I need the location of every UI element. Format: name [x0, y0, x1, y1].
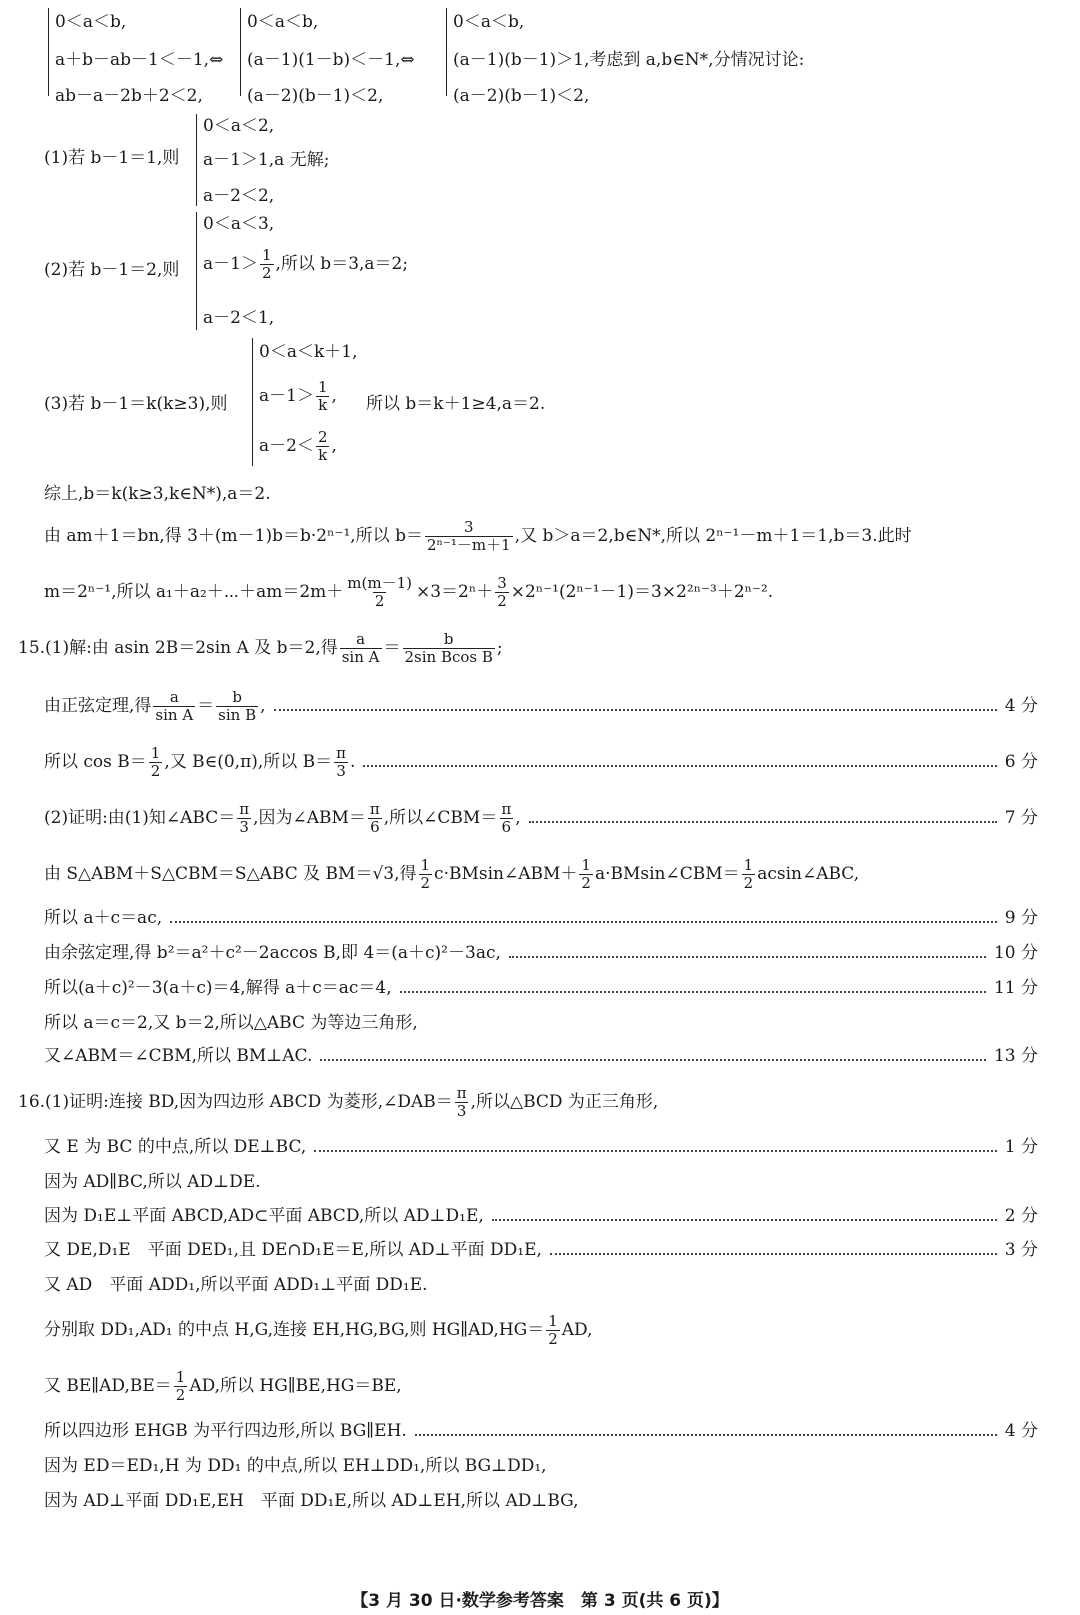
text: 所以四边形 EHGB 为平行四边形,所以 BG∥EH.: [44, 1421, 407, 1441]
system-1: [48, 8, 245, 106]
fraction: [499, 802, 513, 836]
score: 10 分: [993, 943, 1038, 963]
score: 7 分: [1004, 808, 1038, 829]
text: 又 BE∥AD,BE＝: [44, 1376, 172, 1397]
case2-row2: [203, 248, 408, 282]
case2-row2-a: a－1＞: [203, 254, 258, 275]
denominator: 2sin Bcos B: [404, 647, 493, 666]
text: AD,: [561, 1320, 593, 1341]
summary: 综上,b＝k(k≥3,k∈N*),a＝2.: [44, 484, 271, 504]
text: ,所以△BCD 为正三角形,: [470, 1092, 659, 1113]
text: ,又 b＞a＝2,b∈N*,所以 2ⁿ⁻¹－m＋1＝1,b＝3.此时: [514, 526, 912, 547]
case1-system: [196, 114, 403, 206]
text: 所以 cos B＝: [44, 752, 147, 773]
case2-row3: a－2＜1,: [203, 308, 275, 328]
text: 由正弦定理,得: [44, 696, 152, 717]
denominator: 2ⁿ⁻¹－m＋1: [426, 535, 511, 554]
fraction: [495, 576, 509, 610]
denominator: 2: [548, 1329, 558, 1348]
denominator: k: [318, 445, 328, 464]
fraction: [216, 690, 258, 724]
q15-line2: [44, 690, 1038, 724]
text: ＝: [383, 638, 401, 659]
numerator: 3: [497, 574, 507, 592]
sys1-row1: 0＜a＜b,: [55, 12, 127, 32]
leader-dots: [400, 991, 986, 993]
text: 分别取 DD₁,AD₁ 的中点 H,G,连接 EH,HG,BG,则 HG∥AD,HG＝: [44, 1320, 545, 1341]
numerator: π: [336, 744, 347, 762]
fraction: [579, 858, 593, 892]
denominator: sin A: [155, 705, 194, 724]
text: c·BMsin∠ABM＋: [434, 864, 578, 885]
text: ,: [260, 696, 266, 717]
score: 11 分: [993, 978, 1038, 998]
numerator: b: [232, 688, 242, 706]
fraction: [316, 380, 330, 414]
text: 又 AD 平面 ADD₁,所以平面 ADD₁⊥平面 DD₁E.: [44, 1275, 428, 1295]
page-footer: 【3 月 30 日·数学参考答案 第 3 页(共 6 页)】: [351, 1591, 729, 1611]
text: ,: [515, 808, 521, 829]
denominator: sin B: [218, 705, 257, 724]
line-m2: [44, 576, 1038, 610]
sys3-row2: (a－1)(b－1)＞1,考虑到 a,b∈N*,分情况讨论:: [453, 50, 805, 70]
case3-row3-b: ,: [331, 436, 337, 457]
text: AD,所以 HG∥BE,HG＝BE,: [189, 1376, 402, 1397]
q15-line8: [44, 980, 1038, 997]
case3-row3: [259, 430, 337, 464]
sys2-row3: (a－2)(b－1)＜2,: [247, 86, 384, 106]
text: 所以 a＝c＝2,又 b＝2,所以△ABC 为等边三角形,: [44, 1013, 418, 1033]
numerator: 2: [317, 428, 328, 446]
leader-dots: [363, 765, 996, 767]
q16-line8: [44, 1370, 1038, 1404]
text: 因为 D₁E⊥平面 ABCD,AD⊂平面 ABCD,所以 AD⊥D₁E,: [44, 1206, 484, 1226]
leader-dots: [529, 821, 997, 823]
leader-dots: [320, 1059, 986, 1061]
sys1-row3: ab－a－2b＋2＜2,: [55, 86, 203, 106]
leader-dots: [415, 1434, 997, 1436]
numerator: 1: [175, 1368, 186, 1386]
q16-line10: [44, 1458, 1038, 1475]
case3-tail: 所以 b＝k＋1≥4,a＝2.: [366, 394, 546, 414]
denominator: 2: [175, 1385, 186, 1404]
denominator: 2: [150, 761, 161, 780]
q15-line9: [44, 1015, 1038, 1032]
case3-row3-a: a－2＜: [259, 436, 314, 457]
text: 16.(1)证明:连接 BD,因为四边形 ABCD 为菱形,∠DAB＝: [18, 1092, 453, 1113]
denominator: 2: [497, 591, 507, 610]
text: 由余弦定理,得 b²＝a²＋c²－2accos B,即 4＝(a＋c)²－3ac,: [44, 943, 501, 963]
denominator: 2: [374, 591, 385, 610]
case1-row1: 0＜a＜2,: [203, 116, 275, 136]
text: ×2ⁿ⁻¹(2ⁿ⁻¹－1)＝3×2²ⁿ⁻³＋2ⁿ⁻².: [510, 582, 774, 603]
text: 由 am＋1＝bn,得 3＋(m－1)b＝b·2ⁿ⁻¹,所以 b＝: [44, 526, 423, 547]
sys1-row2: a＋b－ab－1＜－1,⇔: [55, 50, 224, 70]
fraction: [174, 1370, 188, 1404]
text: 所以 a＋c＝ac,: [44, 908, 163, 928]
score: 9 分: [1004, 908, 1038, 928]
numerator: 1: [317, 378, 328, 396]
text: 又 E 为 BC 的中点,所以 DE⊥BC,: [44, 1137, 307, 1157]
text: 因为 ED＝ED₁,H 为 DD₁ 的中点,所以 EH⊥DD₁,所以 BG⊥DD₁,: [44, 1456, 547, 1476]
leader-dots: [170, 921, 997, 923]
denominator: 2: [581, 873, 591, 892]
text: 又 DE,D₁E 平面 DED₁,且 DE∩D₁E＝E,所以 AD⊥平面 DD₁E,: [44, 1240, 542, 1260]
case1-lead: (1)若 b－1＝1,则: [44, 148, 180, 168]
numerator: 1: [743, 856, 754, 874]
numerator: π: [239, 800, 250, 818]
denominator: 3: [239, 817, 249, 836]
numerator: a: [169, 688, 179, 706]
fraction: [334, 746, 348, 780]
case3-system: [252, 338, 369, 466]
score: 3 分: [1004, 1240, 1038, 1260]
numerator: 3: [464, 518, 474, 536]
score: 4 分: [1004, 1421, 1038, 1441]
case1-row3: a－2＜2,: [203, 186, 275, 206]
case2-row1: 0＜a＜3,: [203, 214, 275, 234]
text: 15.(1)解:由 asin 2B＝2sin A 及 b＝2,得: [18, 638, 338, 659]
score: 4 分: [1004, 696, 1038, 717]
case3-row2-a: a－1＞: [259, 386, 314, 407]
text: (2)证明:由(1)知∠ABC＝: [44, 808, 236, 829]
text: acsin∠ABC,: [757, 864, 860, 885]
text: 因为 AD∥BC,所以 AD⊥DE.: [44, 1172, 261, 1192]
numerator: 1: [261, 246, 272, 264]
fraction: [340, 632, 382, 666]
numerator: 1: [150, 744, 161, 762]
text: ,所以∠CBM＝: [383, 808, 498, 829]
case3-row1: 0＜a＜k＋1,: [259, 342, 358, 362]
fraction: [419, 858, 433, 892]
numerator: π: [501, 800, 512, 818]
leader-dots: [550, 1253, 997, 1255]
leader-dots: [492, 1219, 997, 1221]
case3-row2-b: ,: [331, 386, 337, 407]
text: 所以(a＋c)²－3(a＋c)＝4,解得 a＋c＝ac＝4,: [44, 978, 392, 998]
system-2: [240, 8, 447, 106]
case3-lead: (3)若 b－1＝k(k≥3),则: [44, 394, 228, 414]
text: 又∠ABM＝∠CBM,所以 BM⊥AC.: [44, 1046, 313, 1066]
q16-line1: [18, 1086, 1038, 1120]
denominator: 6: [370, 817, 380, 836]
score: 1 分: [1004, 1137, 1038, 1157]
numerator: 1: [581, 856, 591, 874]
q15-line10: [44, 1048, 1038, 1065]
numerator: a: [356, 630, 366, 648]
fraction: [260, 248, 274, 282]
numerator: 1: [420, 856, 431, 874]
q16-line4: [44, 1208, 1038, 1225]
text: m＝2ⁿ⁻¹,所以 a₁＋a₂＋⋯＋am＝2m＋: [44, 582, 344, 603]
fraction: [345, 576, 414, 610]
fraction: [368, 802, 382, 836]
denominator: 3: [336, 761, 346, 780]
text: ,又 B∈(0,π),所以 B＝: [164, 752, 333, 773]
q16-line6: [44, 1277, 1038, 1294]
text: .: [350, 752, 356, 773]
sys2-row1: 0＜a＜b,: [247, 12, 319, 32]
case1-row2: a－1＞1,a 无解;: [203, 150, 330, 170]
case2-row2-b: ,所以 b＝3,a＝2;: [275, 254, 409, 275]
fraction: [153, 690, 195, 724]
text: 由 S△ABM＋S△CBM＝S△ABC 及 BM＝√3,得: [44, 864, 417, 885]
score: 2 分: [1004, 1206, 1038, 1226]
numerator: π: [456, 1084, 467, 1102]
q16-line2: [44, 1139, 1038, 1156]
sys3-row1: 0＜a＜b,: [453, 12, 525, 32]
q15-line4: [44, 802, 1038, 836]
line-m1: [44, 520, 1038, 554]
q15-line1: [18, 632, 1038, 666]
fraction: [237, 802, 251, 836]
sys2-row2: (a－1)(1－b)＜－1,⇔: [247, 50, 415, 70]
fraction: [425, 520, 513, 554]
q15-line3: [44, 746, 1038, 780]
text: 因为 AD⊥平面 DD₁E,EH 平面 DD₁E,所以 AD⊥EH,所以 AD⊥BG,: [44, 1491, 579, 1511]
q16-line11: [44, 1493, 1038, 1510]
q15-line5: [44, 858, 1038, 892]
numerator: π: [369, 800, 380, 818]
text: ;: [496, 638, 503, 659]
denominator: 6: [501, 817, 512, 836]
score: 13 分: [993, 1046, 1038, 1066]
denominator: 2: [261, 263, 272, 282]
case2-lead: (2)若 b－1＝2,则: [44, 260, 180, 280]
q15-line6: [44, 910, 1038, 927]
denominator: 2: [743, 873, 754, 892]
fraction: [316, 430, 330, 464]
numerator: b: [443, 630, 454, 648]
denominator: k: [318, 395, 328, 414]
fraction: [455, 1086, 469, 1120]
system-3: [446, 8, 953, 106]
text: a·BMsin∠CBM＝: [594, 864, 740, 885]
fraction: [149, 746, 163, 780]
fraction: [403, 632, 495, 666]
leader-dots: [509, 956, 986, 958]
fraction: [546, 1314, 560, 1348]
sys3-row3: (a－2)(b－1)＜2,: [453, 86, 590, 106]
denominator: sin A: [341, 647, 380, 666]
numerator: 1: [548, 1312, 558, 1330]
numerator: m(m－1): [347, 574, 412, 592]
case2-system: [196, 212, 463, 330]
score: 6 分: [1004, 752, 1038, 773]
leader-dots: [314, 1150, 996, 1152]
fraction: [742, 858, 756, 892]
text: ＝: [197, 696, 215, 717]
case3-row2: [259, 380, 337, 414]
denominator: 2: [420, 873, 431, 892]
q16-line7: [44, 1314, 1038, 1348]
q16-line3: [44, 1174, 1038, 1191]
leader-dots: [274, 709, 997, 711]
denominator: 3: [456, 1101, 467, 1120]
q15-line7: [44, 945, 1038, 962]
q16-line9: [44, 1423, 1038, 1440]
text: ,因为∠ABM＝: [253, 808, 366, 829]
q16-line5: [44, 1242, 1038, 1259]
text: ×3＝2ⁿ＋: [415, 582, 494, 603]
